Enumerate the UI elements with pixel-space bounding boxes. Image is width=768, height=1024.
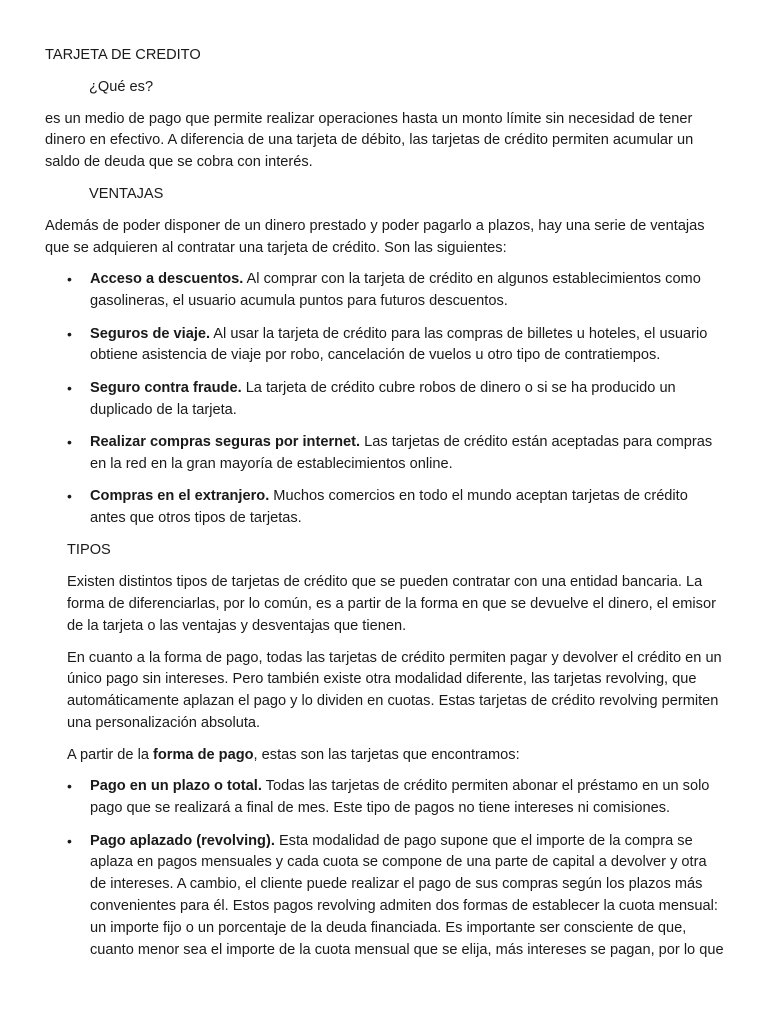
list-item-text: La tarjeta de crédito cubre robos de dinero o si se ha producido un duplicado de la tarjeta.: [90, 379, 676, 418]
list-item: [45, 324, 725, 368]
document-title: TARJETA DE CREDITO: [45, 47, 201, 63]
list-item-bold: Pago en un plazo o total.: [90, 778, 262, 795]
tipos-paragraph-1: Existen distintos tipos de tarjetas de crédito que se pueden contratar con una entidad bancaria. La forma de diferenciarlas, por lo común, es a partir de la forma en que se devuelve el dinero, el emisor de la tarjeta o las ventajas y desventajas que tienen.: [67, 574, 716, 634]
list-item-bold: Realizar compras seguras por internet.: [90, 433, 361, 450]
list-item-bold: Pago aplazado (revolving).: [90, 832, 275, 849]
list-item: [45, 432, 725, 476]
list-item-bold: Compras en el extranjero.: [90, 488, 270, 505]
bullet-icon: •: [67, 271, 72, 288]
definition-paragraph: es un medio de pago que permite realizar operaciones hasta un monto límite sin necesidad de tener dinero en efectivo. A diferencia de una tarjeta de débito, las tarjetas de crédito permiten acumular un saldo de deuda que se cobra con interés.: [45, 110, 694, 171]
bullet-icon: •: [67, 433, 72, 450]
list-item: [45, 378, 725, 422]
ventajas-list: [45, 269, 725, 529]
list-item-text: Muchos comercios en todo el mundo aceptan tarjetas de crédito antes que otros tipos de tarjetas.: [90, 488, 688, 526]
list-item-text: Al usar la tarjeta de crédito para las compras de billetes u hoteles, el usuario obtiene asistencia de viaje por robo, cancelación de vuelos u otro tipo de contratiempos.: [90, 325, 708, 364]
list-item-text: Las tarjetas de crédito están aceptadas para compras en la red en la gran mayoría de establecimientos online.: [90, 433, 713, 472]
bullet-icon: •: [67, 325, 72, 342]
what-is-heading: ¿Qué es?: [89, 78, 154, 95]
document-page: [45, 45, 725, 972]
list-item-bold: Acceso a descuentos.: [90, 271, 244, 288]
bullet-icon: •: [67, 832, 72, 849]
list-item-text: Al comprar con la tarjeta de crédito en algunos establecimientos como gasolineras, el usuario acumula puntos para futuros descuentos.: [90, 271, 701, 310]
ventajas-heading: VENTAJAS: [89, 185, 164, 202]
list-item-bold: Seguro contra fraude.: [90, 379, 242, 396]
list-item-text: Todas las tarjetas de crédito permiten abonar el préstamo en un solo pago que se realizará a final de mes. Este tipo de pagos no tiene intereses ni comisiones.: [90, 778, 710, 817]
tipos-list: [45, 776, 725, 961]
bullet-icon: •: [67, 488, 72, 505]
list-item: [45, 486, 725, 530]
tipos-paragraph-3: [45, 745, 725, 767]
list-item: [45, 269, 725, 313]
tipos-para3-post: , estas son las tarjetas que encontramos:: [253, 746, 520, 763]
list-item: [45, 831, 725, 962]
list-item-bold: Seguros de viaje.: [90, 325, 211, 342]
tipos-para3-pre: A partir de la: [67, 746, 153, 763]
list-item: [45, 776, 725, 820]
tipos-paragraph-2: En cuanto a la forma de pago, todas las tarjetas de crédito permiten pagar y devolver el crédito en un único pago sin intereses. Pero también existe otra modalidad diferente, las tarjetas revolving, que automáticamente aplazan el pago y lo dividen en cuotas. Estas tarjetas de crédito revolving permiten una personalización absoluta.: [67, 649, 722, 731]
ventajas-intro: Además de poder disponer de un dinero prestado y poder pagarlo a plazos, hay una serie de ventajas que se adquieren al contratar una tarjeta de crédito. Son las siguientes:: [45, 217, 705, 256]
tipos-heading: TIPOS: [67, 542, 111, 559]
bullet-icon: •: [67, 379, 72, 396]
tipos-para3-bold: forma de pago: [153, 746, 254, 763]
bullet-icon: •: [67, 778, 72, 795]
list-item-text: Esta modalidad de pago supone que el importe de la compra se aplaza en pagos mensuales y cada cuota se compone de una parte de capital a devolver y otra de intereses. A cambio, el cliente puede realizar el pago de sus compras según los plazos más convenientes para él. Estos pagos revolving admiten dos formas de establecer la cuota mensual: un importe fijo o un porcentaje de la deuda financiada. Es importante ser consciente de que, cuanto menor sea el importe de la cuota mensual que se elija, más intereses se pagan, por lo que: [90, 832, 724, 958]
